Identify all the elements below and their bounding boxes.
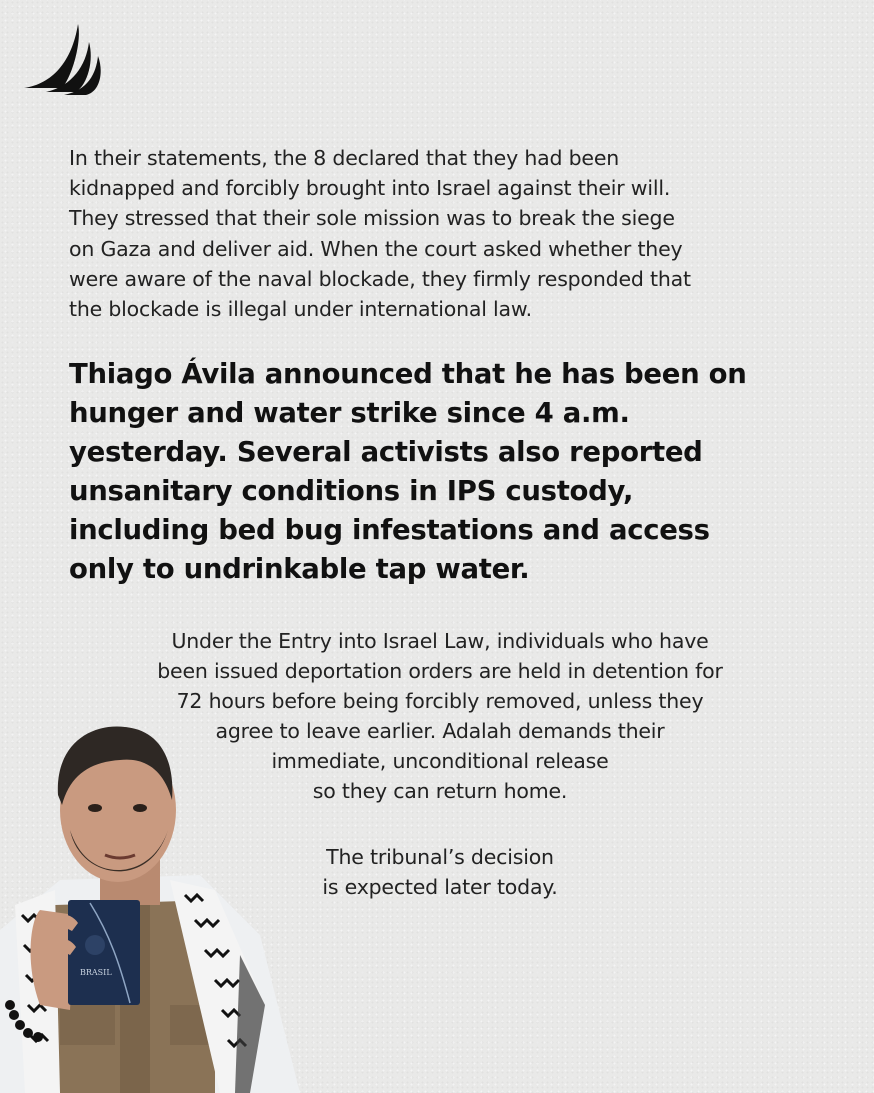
statement-line: They stressed that their sole mission was to break the siege: [69, 206, 675, 231]
passport-label: BRASIL: [80, 968, 112, 977]
statement-paragraph: [69, 143, 829, 324]
law-line: immediate, unconditional release: [271, 749, 609, 773]
statement-line: the blockade is illegal under international law.: [69, 297, 532, 322]
law-line: been issued deportation orders are held in detention for: [157, 659, 723, 683]
law-line: Under the Entry into Israel Law, individuals who have: [171, 629, 709, 653]
law-line: 72 hours before being forcibly removed, unless they: [176, 689, 704, 713]
highlight-line: unsanitary conditions in IPS custody,: [69, 475, 634, 507]
statement-line: kidnapped and forcibly brought into Israel against their will.: [69, 176, 671, 201]
left-pocket: [60, 1005, 115, 1045]
statement-line: were aware of the naval blockade, they firmly responded that: [69, 266, 691, 291]
highlight-paragraph: [69, 355, 829, 589]
person-photo: [0, 705, 310, 1093]
law-line: so they can return home.: [312, 779, 568, 803]
highlight-line: Thiago Ávila announced that he has been on: [69, 358, 747, 390]
statement-line: In their statements, the 8 declared that they had been: [69, 146, 620, 170]
highlight-line: only to undrinkable tap water.: [69, 553, 530, 585]
highlight-line: including bed bug infestations and access: [69, 514, 710, 546]
statement-line: on Gaza and deliver aid. When the court asked whether they: [69, 236, 683, 261]
closing-line: The tribunal’s decision: [326, 845, 554, 869]
highlight-line: hunger and water strike since 4 a.m.: [69, 397, 630, 429]
sailboat-logo-icon: [22, 22, 102, 98]
closing-line: is expected later today.: [322, 875, 558, 899]
highlight-line: yesterday. Several activists also reported: [69, 436, 703, 468]
passport-icon: [68, 900, 140, 1005]
law-line: agree to leave earlier. Adalah demands their: [215, 719, 665, 743]
